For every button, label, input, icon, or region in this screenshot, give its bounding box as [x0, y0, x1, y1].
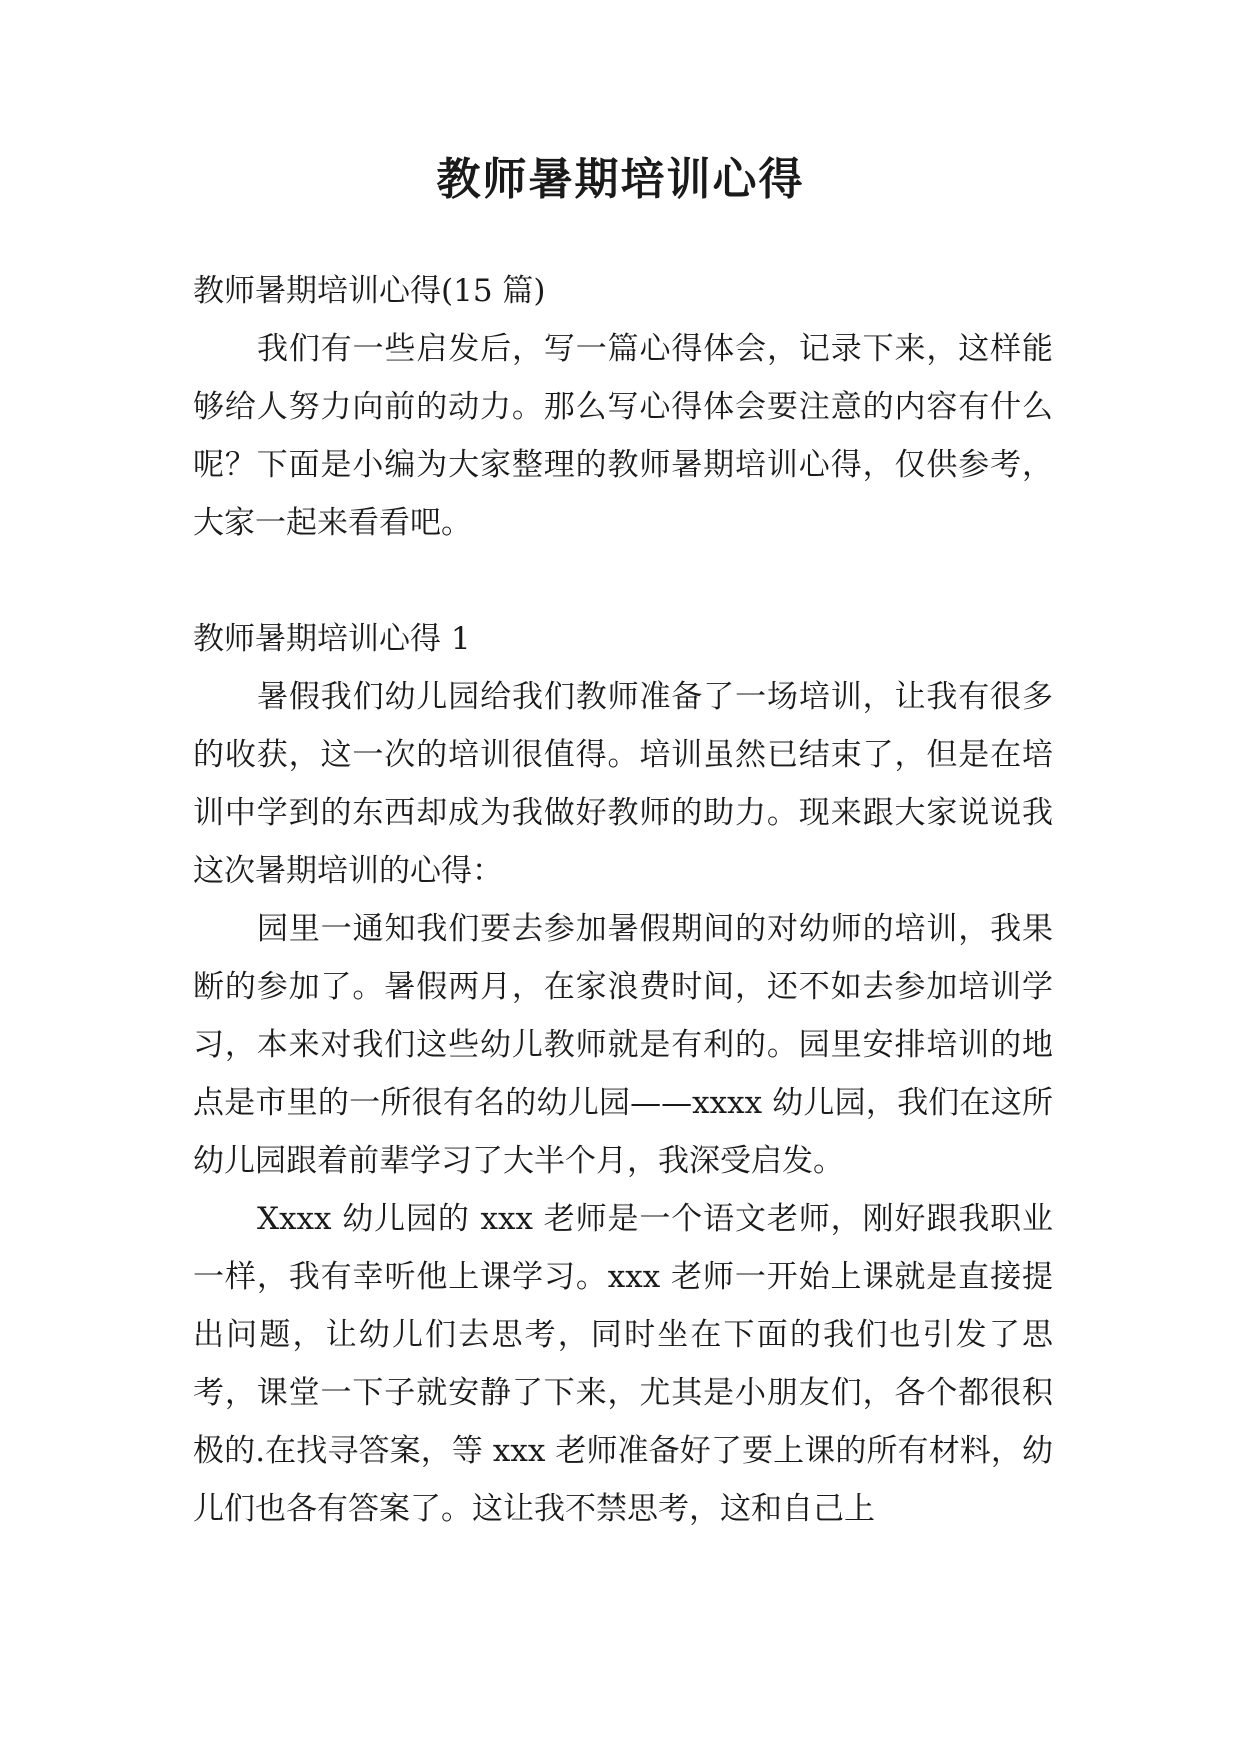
document-subtitle: 教师暑期培训心得(15 篇): [193, 273, 546, 309]
body-paragraph-1: 暑假我们幼儿园给我们教师准备了一场培训，让我有很多的收获，这一次的培训很值得。培训虽然已结束了，但是在培训中学到的东西却成为我做好教师的助力。现来跟大家说说我这次暑期培训的心得：: [193, 679, 1053, 889]
document-title: 教师暑期培训心得: [436, 154, 805, 205]
body-paragraph-3: Xxxx 幼儿园的 xxx 老师是一个语文老师，刚好跟我职业一样，我有幸听他上课学习。xxx 老师一开始上课就是直接提出问题，让幼儿们去思考，同时坐在下面的我们也引发了思考，课堂一下子就安静了下来，尤其是小朋友们，各个都很积极的.在找寻答案，等 xxx 老师准备好了要上课的所有材料，幼儿们也各有答案了。这让我不禁思考，这和自己上: [193, 1201, 1053, 1527]
section-heading: 教师暑期培训心得 1: [193, 621, 471, 657]
document-body: [193, 262, 1053, 1538]
body-paragraph-2: 园里一通知我们要去参加暑假期间的对幼师的培训，我果断的参加了。暑假两月，在家浪费时间，还不如去参加培训学习，本来对我们这些幼儿教师就是有利的。园里安排培训的地点是市里的一所很有名的幼儿园——xxxx 幼儿园，我们在这所幼儿园跟着前辈学习了大半个月，我深受启发。: [193, 911, 1053, 1179]
section-spacer: [193, 552, 1053, 610]
intro-paragraph: 我们有一些启发后，写一篇心得体会，记录下来，这样能够给人努力向前的动力。那么写心得体会要注意的内容有什么呢？下面是小编为大家整理的教师暑期培训心得，仅供参考，大家一起来看看吧。: [193, 331, 1053, 541]
